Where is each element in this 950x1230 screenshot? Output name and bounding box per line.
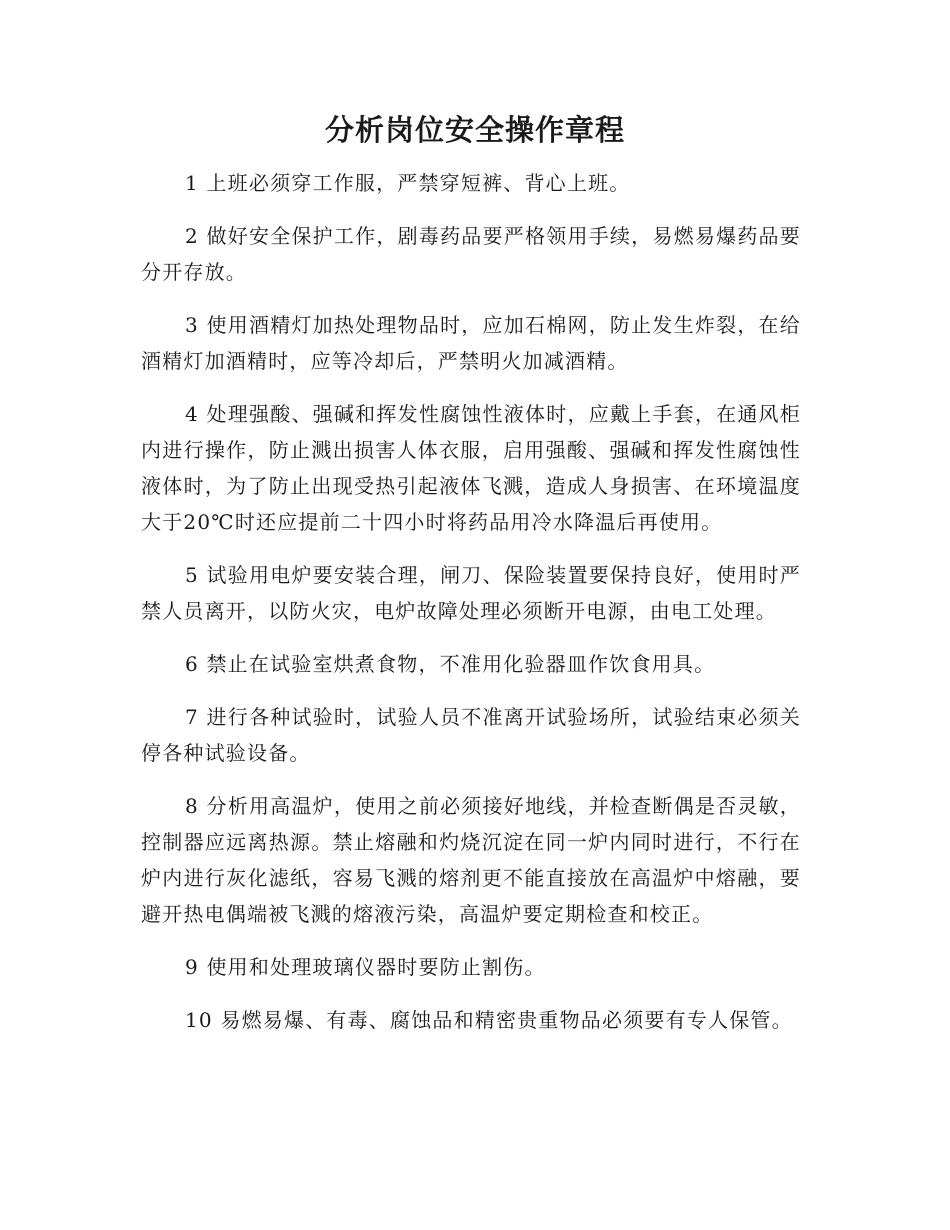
- document-body: [141, 165, 801, 1055]
- paragraph-2: 2 做好安全保护工作，剧毒药品要严格领用手续，易燃易爆药品要分开存放。: [141, 224, 801, 284]
- paragraph-7: 7 进行各种试验时，试验人员不准离开试验场所，试验结束必须关停各种试验设备。: [141, 705, 801, 765]
- paragraph-6: 6 禁止在试验室烘煮食物，不准用化验器皿作饮食用具。: [185, 652, 716, 676]
- paragraph-3: 3 使用酒精灯加热处理物品时，应加石棉网，防止发生炸裂，在给酒精灯加酒精时，应等冷却后，严禁明火加减酒精。: [141, 313, 801, 373]
- paragraph-10: 10 易燃易爆、有毒、腐蚀品和精密贵重物品必须要有专人保管。: [185, 1008, 793, 1032]
- page-title: 分析岗位安全操作章程: [324, 113, 625, 147]
- paragraph-4: 4 处理强酸、强碱和挥发性腐蚀性液体时，应戴上手套，在通风柜内进行操作，防止溅出损害人体衣服，启用强酸、强碱和挥发性腐蚀性液体时，为了防止出现受热引起液体飞溅，造成人身损害、在环境温度大于20℃时还应提前二十四小时将药品用冷水降温后再使用。: [141, 402, 801, 534]
- paragraph-5: 5 试验用电炉要安装合理，闸刀、保险装置要保持良好，使用时严禁人员离开，以防火灾，电炉故障处理必须断开电源，由电工处理。: [141, 563, 801, 623]
- paragraph-1: 1 上班必须穿工作服，严禁穿短裤、背心上班。: [185, 171, 631, 195]
- paragraph-8: 8 分析用高温炉，使用之前必须接好地线，并检查断偶是否灵敏，控制器应远离热源。禁止熔融和灼烧沉淀在同一炉内同时进行，不行在炉内进行灰化滤纸，容易飞溅的熔剂更不能直接放在高温炉中熔融，要避开热电偶端被飞溅的熔液污染，高温炉要定期检查和校正。: [141, 794, 801, 926]
- paragraph-9: 9 使用和处理玻璃仪器时要防止割伤。: [185, 955, 546, 979]
